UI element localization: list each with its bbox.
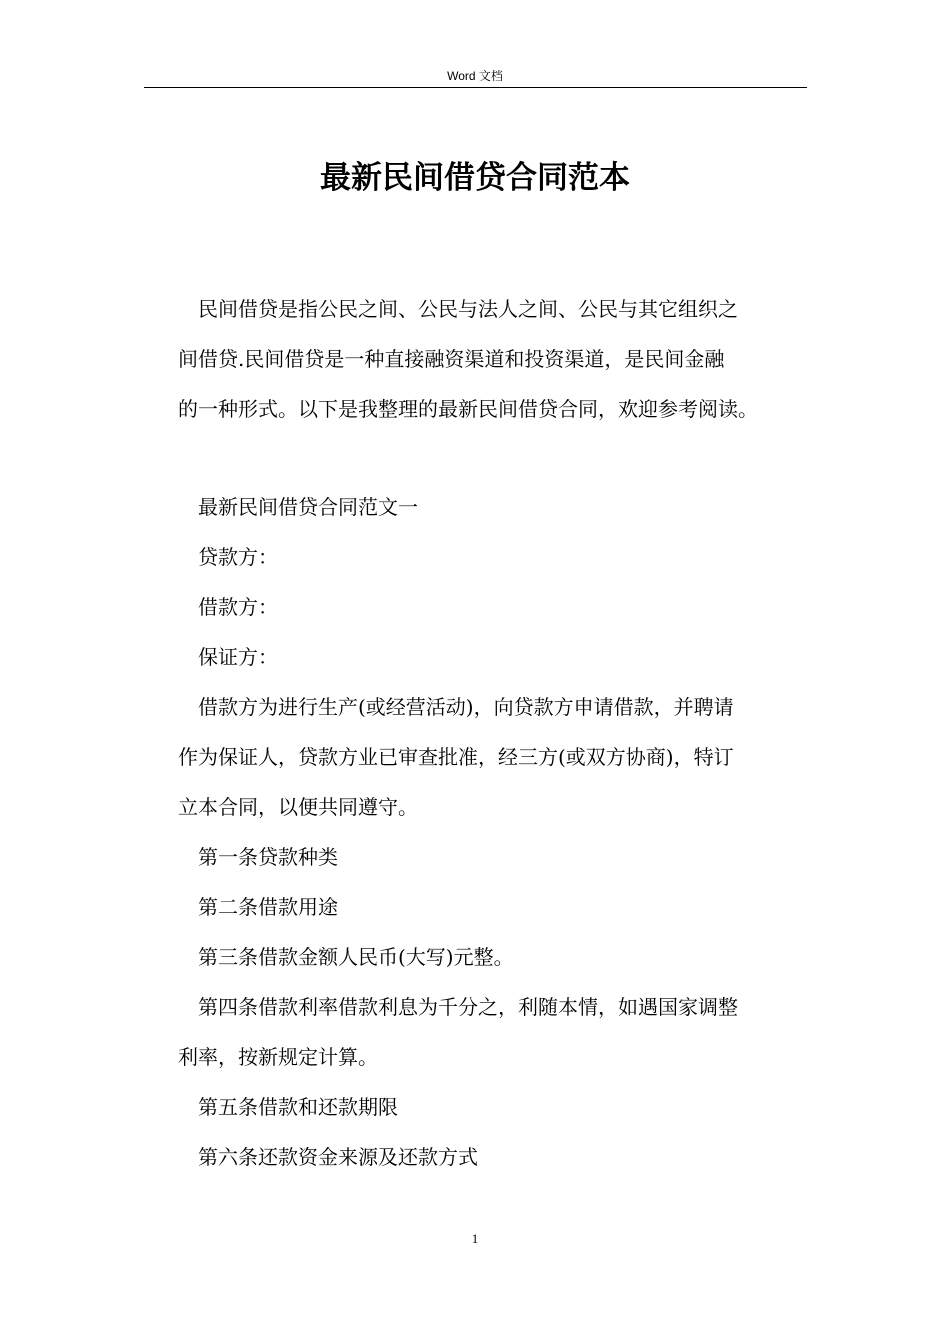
body-line-10: 立本合同，以便共同遵守。 (178, 795, 418, 819)
article-2: 第二条借款用途 (198, 895, 338, 919)
page-number: 1 (471, 1231, 479, 1246)
article-4-continued: 利率，按新规定计算。 (178, 1045, 378, 1069)
body-line-2: 间借贷.民间借贷是一种直接融资渠道和投资渠道，是民间金融 (178, 347, 725, 371)
body-line-1: 民间借贷是指公民之间、公民与法人之间、公民与其它组织之 (198, 297, 738, 321)
header-label: Word 文档 (447, 69, 503, 83)
document-title: 最新民间借贷合同范本 (320, 160, 630, 196)
body-line-9: 作为保证人，贷款方业已审查批准，经三方(或双方协商)，特订 (178, 745, 734, 769)
body-line-3: 的一种形式。以下是我整理的最新民间借贷合同，欢迎参考阅读。 (178, 397, 758, 421)
header-divider (144, 87, 807, 88)
borrower-line: 借款方： (198, 595, 278, 619)
lender-line: 贷款方： (198, 545, 278, 569)
body-line-8: 借款方为进行生产(或经营活动)，向贷款方申请借款，并聘请 (198, 695, 734, 719)
article-1: 第一条贷款种类 (198, 845, 338, 869)
article-4: 第四条借款利率借款利息为千分之，利随本情，如遇国家调整 (198, 995, 738, 1019)
article-5: 第五条借款和还款期限 (198, 1095, 398, 1119)
section-heading: 最新民间借贷合同范文一 (198, 495, 418, 519)
article-6: 第六条还款资金来源及还款方式 (198, 1145, 478, 1169)
article-3: 第三条借款金额人民币(大写)元整。 (198, 945, 514, 969)
guarantor-line: 保证方： (198, 645, 278, 669)
